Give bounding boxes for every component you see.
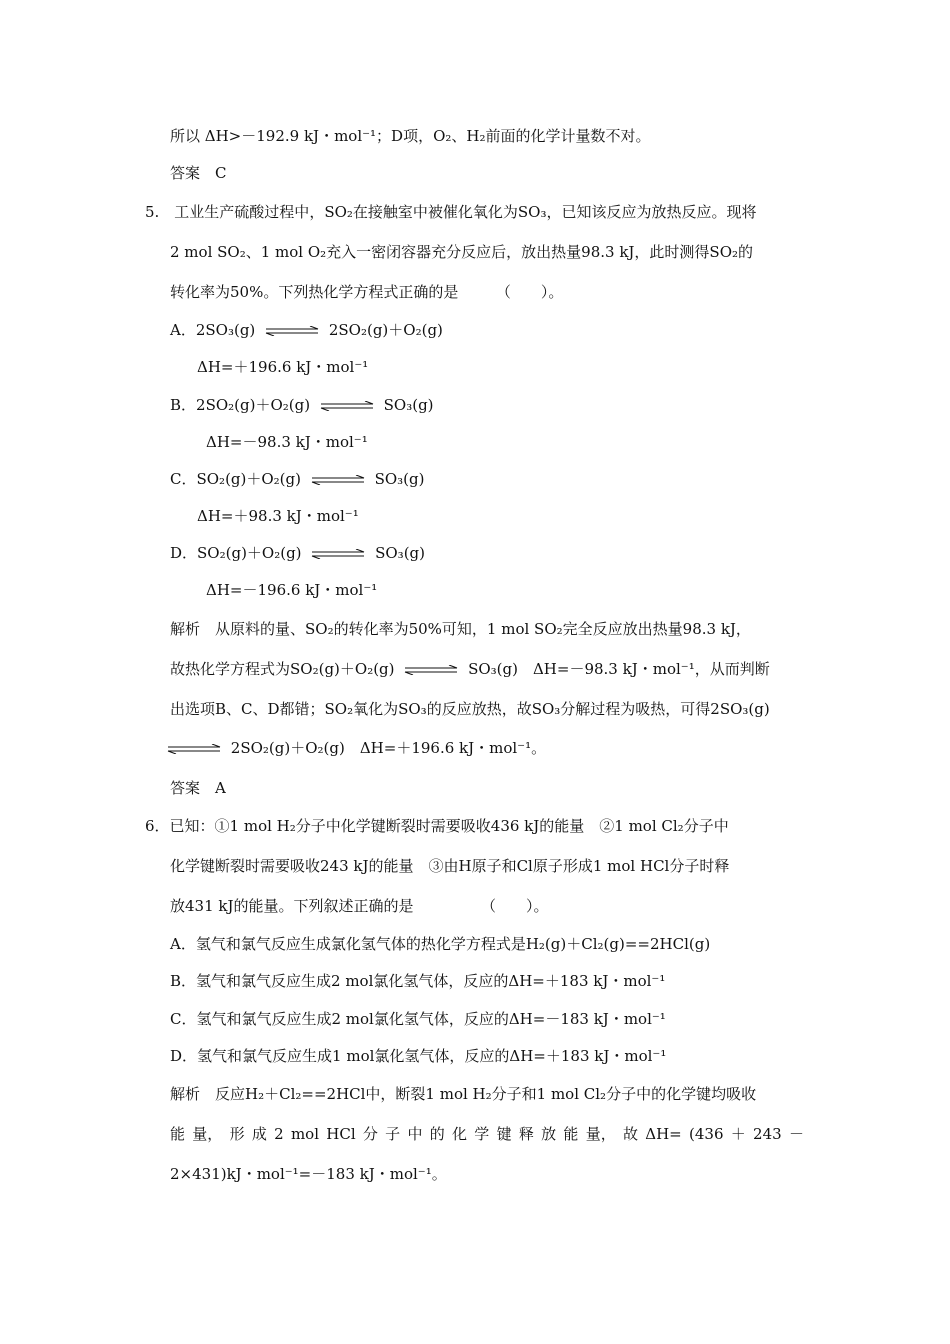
equilibrium-arrow-icon — [310, 475, 366, 485]
equilibrium-arrow-icon — [166, 744, 222, 754]
question-6-line: 6．已知：①1 mol H₂分子中化学键断裂时需要吸收436 kJ的能量 ②1 mol Cl₂分子中 — [145, 817, 729, 835]
option-d-right: SO₃(g) — [375, 544, 426, 562]
equilibrium-arrow-icon — [310, 549, 366, 559]
word: 中 — [407, 1125, 423, 1143]
word: 释 — [518, 1125, 534, 1143]
word: 键 — [496, 1125, 512, 1143]
option-b: B．氢气和氯气反应生成2 mol氯化氢气体，反应的ΔH=＋183 kJ・mol⁻¹ — [170, 972, 666, 990]
word: 故 — [622, 1125, 638, 1143]
explanation-line-justified — [170, 1124, 804, 1144]
word: 量， — [585, 1125, 616, 1143]
word: 分 — [362, 1125, 378, 1143]
equilibrium-arrow-icon — [264, 326, 320, 336]
explanation-eq-right: 2SO₂(g)＋O₂(g) ΔH=＋196.6 kJ・mol⁻¹。 — [230, 739, 547, 757]
option-a-dh: ΔH=＋196.6 kJ・mol⁻¹ — [197, 358, 369, 376]
option-b-right: SO₃(g) — [383, 396, 434, 414]
word: － — [788, 1125, 804, 1143]
option-d-dh: ΔH=－196.6 kJ・mol⁻¹ — [206, 581, 378, 599]
option-c-left: C．SO₂(g)＋O₂(g) — [170, 470, 301, 488]
question-5-line: 2 mol SO₂、1 mol O₂充入一密闭容器充分反应后，放出热量98.3 kJ，此时测得SO₂的 — [170, 243, 754, 261]
option-d-left: D．SO₂(g)＋O₂(g) — [170, 544, 302, 562]
explanation-line: 出选项B、C、D都错；SO₂氧化为SO₃的反应放热，故SO₃分解过程为吸热，可得2SO₃(g) — [170, 700, 770, 718]
option-d: D．氢气和氯气反应生成1 mol氯化氢气体，反应的ΔH=＋183 kJ・mol⁻¹ — [170, 1047, 667, 1065]
text-line: 所以 ΔH>－192.9 kJ・mol⁻¹；D项，O₂、H₂前面的化学计量数不对。 — [170, 127, 651, 145]
option-b-left: B．2SO₂(g)＋O₂(g) — [170, 396, 311, 414]
explanation-eq-left: 故热化学方程式为SO₂(g)＋O₂(g) — [170, 660, 395, 678]
word: 学 — [474, 1125, 490, 1143]
option-c-dh: ΔH=＋98.3 kJ・mol⁻¹ — [197, 507, 359, 525]
word: mol — [290, 1125, 319, 1143]
option-c: C．氢气和氯气反应生成2 mol氯化氢气体，反应的ΔH=－183 kJ・mol⁻¹ — [170, 1010, 666, 1028]
word: 化 — [452, 1125, 468, 1143]
explanation-line — [170, 659, 770, 679]
word: 243 — [753, 1125, 782, 1143]
answer-line: 答案 C — [170, 164, 227, 182]
word: HCl — [326, 1125, 356, 1143]
word: 能 — [170, 1125, 186, 1143]
explanation-line: 解析 反应H₂＋Cl₂==2HCl中，断裂1 mol H₂分子和1 mol Cl₂分子中的化学键均吸收 — [170, 1085, 757, 1103]
word: 量， — [192, 1125, 223, 1143]
word: 能 — [563, 1125, 579, 1143]
word: ＋ — [730, 1125, 746, 1143]
explanation-eq-right: SO₃(g) ΔH=－98.3 kJ・mol⁻¹，从而判断 — [468, 660, 770, 678]
word: 成 — [251, 1125, 267, 1143]
equilibrium-arrow-icon — [319, 401, 375, 411]
option-a — [170, 320, 443, 340]
explanation-line: 解析 从原料的量、SO₂的转化率为50%可知，1 mol SO₂完全反应放出热量98.3 kJ， — [170, 620, 751, 638]
option-c-right: SO₃(g) — [374, 470, 425, 488]
word: (436 — [689, 1125, 724, 1143]
option-c — [170, 469, 424, 489]
word: 2 — [274, 1125, 284, 1143]
option-b-dh: ΔH=－98.3 kJ・mol⁻¹ — [206, 433, 368, 451]
word: 子 — [385, 1125, 401, 1143]
option-a: A．氢气和氯气反应生成氯化氢气体的热化学方程式是H₂(g)＋Cl₂(g)==2HCl(g) — [170, 935, 711, 953]
equilibrium-arrow-icon — [403, 665, 459, 675]
question-6-line: 化学键断裂时需要吸收243 kJ的能量 ③由H原子和Cl原子形成1 mol HCl分子时释 — [170, 857, 730, 875]
option-d — [170, 543, 425, 563]
option-b — [170, 395, 434, 415]
question-6-line: 放431 kJ的能量。下列叙述正确的是 （ ）。 — [170, 897, 549, 915]
explanation-line — [166, 738, 546, 758]
word: 形 — [229, 1125, 245, 1143]
option-a-right: 2SO₂(g)＋O₂(g) — [328, 321, 443, 339]
word: 的 — [429, 1125, 445, 1143]
explanation-line: 2×431)kJ・mol⁻¹=－183 kJ・mol⁻¹。 — [170, 1165, 447, 1183]
question-5-line: 5. 工业生产硫酸过程中，SO₂在接触室中被催化氧化为SO₃，已知该反应为放热反应。现将 — [145, 203, 757, 221]
option-a-left: A．2SO₃(g) — [170, 321, 256, 339]
question-5-line: 转化率为50%。下列热化学方程式正确的是 （ ）。 — [170, 283, 564, 301]
word: ΔH= — [645, 1125, 682, 1143]
word: 放 — [541, 1125, 557, 1143]
answer-line: 答案 A — [170, 779, 226, 797]
